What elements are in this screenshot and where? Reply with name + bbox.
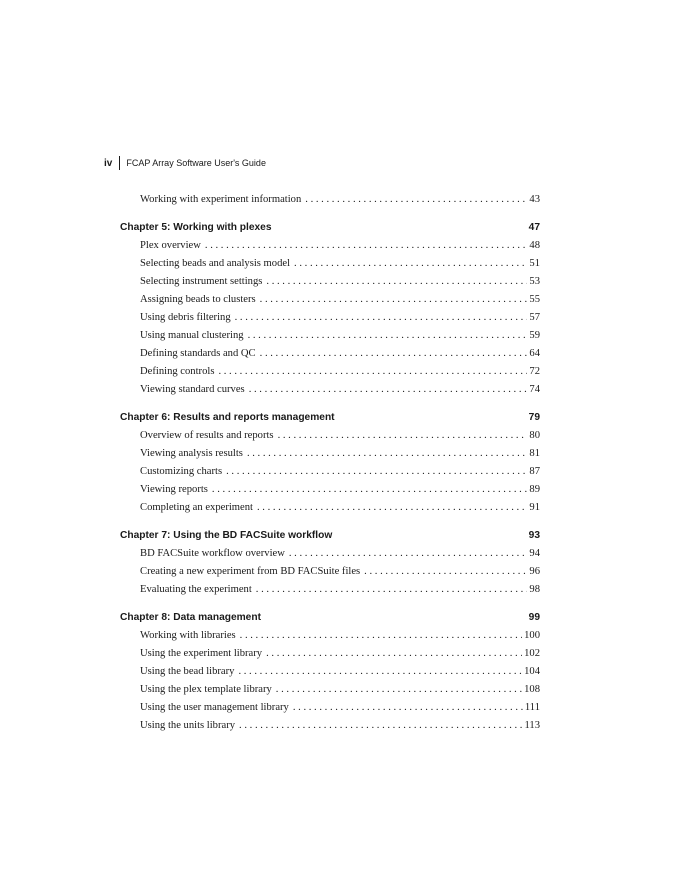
toc-entry-page-number: 113 bbox=[524, 720, 540, 731]
toc-entry-title: Defining controls bbox=[140, 366, 215, 377]
toc-entry-title: BD FACSuite workflow overview bbox=[140, 548, 285, 559]
toc-entry-page-number: 80 bbox=[529, 430, 540, 441]
toc-entry-title: Selecting beads and analysis model bbox=[140, 258, 291, 269]
toc-entry-title: Working with experiment information bbox=[140, 194, 302, 205]
chapter-title: Chapter 7: Using the BD FACSuite workflow bbox=[120, 530, 333, 541]
toc-entry-title: Plex overview bbox=[140, 240, 201, 251]
toc-entry[interactable] bbox=[140, 294, 540, 312]
toc-chapter-heading[interactable] bbox=[120, 530, 540, 548]
toc-entry-title: Assigning beads to clusters bbox=[140, 294, 256, 305]
toc-entry[interactable] bbox=[140, 448, 540, 466]
dot-leader bbox=[205, 240, 528, 251]
toc-entry-page-number: 98 bbox=[529, 584, 540, 595]
dot-leader bbox=[293, 702, 523, 713]
toc-entry[interactable] bbox=[140, 312, 540, 330]
toc-entry-title: Overview of results and reports bbox=[140, 430, 274, 441]
dot-leader bbox=[260, 348, 528, 359]
dot-leader bbox=[247, 448, 527, 459]
dot-leader bbox=[238, 666, 522, 677]
toc-entry-page-number: 81 bbox=[529, 448, 540, 459]
toc-entry[interactable] bbox=[140, 384, 540, 402]
dot-leader bbox=[278, 430, 528, 441]
dot-leader bbox=[294, 258, 527, 269]
toc-entry-page-number: 57 bbox=[529, 312, 540, 323]
toc-entry-title: Selecting instrument settings bbox=[140, 276, 263, 287]
toc-entry[interactable] bbox=[140, 430, 540, 448]
toc-entry[interactable] bbox=[140, 648, 540, 666]
toc-entry-title: Evaluating the experiment bbox=[140, 584, 252, 595]
dot-leader bbox=[226, 466, 527, 477]
toc-entry[interactable] bbox=[140, 720, 540, 738]
toc-entry-page-number: 64 bbox=[529, 348, 540, 359]
toc-entry-page-number: 55 bbox=[529, 294, 540, 305]
toc-entry[interactable] bbox=[140, 566, 540, 584]
toc-entry-page-number: 48 bbox=[529, 240, 540, 251]
toc-entry-title: Viewing analysis results bbox=[140, 448, 243, 459]
toc-entry-title: Defining standards and QC bbox=[140, 348, 256, 359]
chapter-page-number: 79 bbox=[528, 412, 540, 423]
toc-entry[interactable] bbox=[140, 276, 540, 294]
header-book-title: FCAP Array Software User's Guide bbox=[126, 158, 266, 168]
toc-entry-title: Viewing reports bbox=[140, 484, 208, 495]
toc-entry-page-number: 111 bbox=[524, 702, 540, 713]
dot-leader bbox=[364, 566, 527, 577]
dot-leader bbox=[249, 384, 528, 395]
toc-entry-title: Completing an experiment bbox=[140, 502, 253, 513]
dot-leader bbox=[266, 648, 522, 659]
toc-entry-title: Creating a new experiment from BD FACSuite files bbox=[140, 566, 361, 577]
toc-entry-page-number: 104 bbox=[524, 666, 540, 677]
toc-entry-title: Customizing charts bbox=[140, 466, 223, 477]
dot-leader bbox=[276, 684, 522, 695]
toc-entry[interactable] bbox=[140, 630, 540, 648]
dot-leader bbox=[260, 294, 528, 305]
toc-entry-page-number: 87 bbox=[529, 466, 540, 477]
toc-entry-page-number: 102 bbox=[524, 648, 540, 659]
dot-leader bbox=[248, 330, 528, 341]
toc-chapter-heading[interactable] bbox=[120, 222, 540, 240]
toc-chapter-heading[interactable] bbox=[120, 612, 540, 630]
chapter-page-number: 99 bbox=[528, 612, 540, 623]
toc-entry[interactable] bbox=[140, 684, 540, 702]
toc-entry-page-number: 89 bbox=[529, 484, 540, 495]
toc-entry-page-number: 94 bbox=[529, 548, 540, 559]
toc-entry[interactable] bbox=[140, 702, 540, 720]
toc-entry[interactable] bbox=[140, 194, 540, 212]
toc-entry-title: Using the units library bbox=[140, 720, 236, 731]
toc-entry-page-number: 72 bbox=[529, 366, 540, 377]
dot-leader bbox=[257, 502, 527, 513]
toc-entry[interactable] bbox=[140, 466, 540, 484]
toc-entry-title: Using debris filtering bbox=[140, 312, 231, 323]
running-head bbox=[104, 156, 266, 170]
dot-leader bbox=[305, 194, 527, 205]
toc-entry-page-number: 59 bbox=[529, 330, 540, 341]
toc-entry[interactable] bbox=[140, 330, 540, 348]
toc-entry-title: Using the experiment library bbox=[140, 648, 263, 659]
toc-entry-title: Using the user management library bbox=[140, 702, 289, 713]
dot-leader bbox=[266, 276, 527, 287]
dot-leader bbox=[289, 548, 528, 559]
chapter-page-number: 47 bbox=[528, 222, 540, 233]
chapter-title: Chapter 6: Results and reports management bbox=[120, 412, 335, 423]
toc-entry-title: Working with libraries bbox=[140, 630, 236, 641]
dot-leader bbox=[240, 630, 522, 641]
dot-leader bbox=[212, 484, 527, 495]
toc-entry-page-number: 108 bbox=[524, 684, 540, 695]
table-of-contents bbox=[120, 194, 540, 738]
toc-entry[interactable] bbox=[140, 548, 540, 566]
toc-entry-page-number: 43 bbox=[529, 194, 540, 205]
toc-entry-title: Viewing standard curves bbox=[140, 384, 245, 395]
toc-entry-page-number: 53 bbox=[529, 276, 540, 287]
chapter-title: Chapter 8: Data management bbox=[120, 612, 261, 623]
toc-entry[interactable] bbox=[140, 348, 540, 366]
dot-leader bbox=[218, 366, 527, 377]
toc-entry[interactable] bbox=[140, 484, 540, 502]
dot-leader bbox=[239, 720, 522, 731]
header-page-number: iv bbox=[104, 157, 113, 169]
toc-entry[interactable] bbox=[140, 502, 540, 520]
toc-entry-page-number: 96 bbox=[529, 566, 540, 577]
toc-entry-page-number: 91 bbox=[529, 502, 540, 513]
toc-entry[interactable] bbox=[140, 258, 540, 276]
toc-entry-title: Using manual clustering bbox=[140, 330, 244, 341]
toc-chapter-heading[interactable] bbox=[120, 412, 540, 430]
header-divider bbox=[119, 156, 120, 170]
toc-entry-title: Using the plex template library bbox=[140, 684, 272, 695]
dot-leader bbox=[235, 312, 528, 323]
toc-entry-page-number: 100 bbox=[524, 630, 540, 641]
toc-entry[interactable] bbox=[140, 366, 540, 384]
toc-entry-page-number: 51 bbox=[529, 258, 540, 269]
dot-leader bbox=[256, 584, 528, 595]
toc-entry-title: Using the bead library bbox=[140, 666, 235, 677]
toc-entry[interactable] bbox=[140, 240, 540, 258]
toc-entry[interactable] bbox=[140, 584, 540, 602]
chapter-title: Chapter 5: Working with plexes bbox=[120, 222, 272, 233]
chapter-page-number: 93 bbox=[528, 530, 540, 541]
toc-entry-page-number: 74 bbox=[529, 384, 540, 395]
toc-entry[interactable] bbox=[140, 666, 540, 684]
